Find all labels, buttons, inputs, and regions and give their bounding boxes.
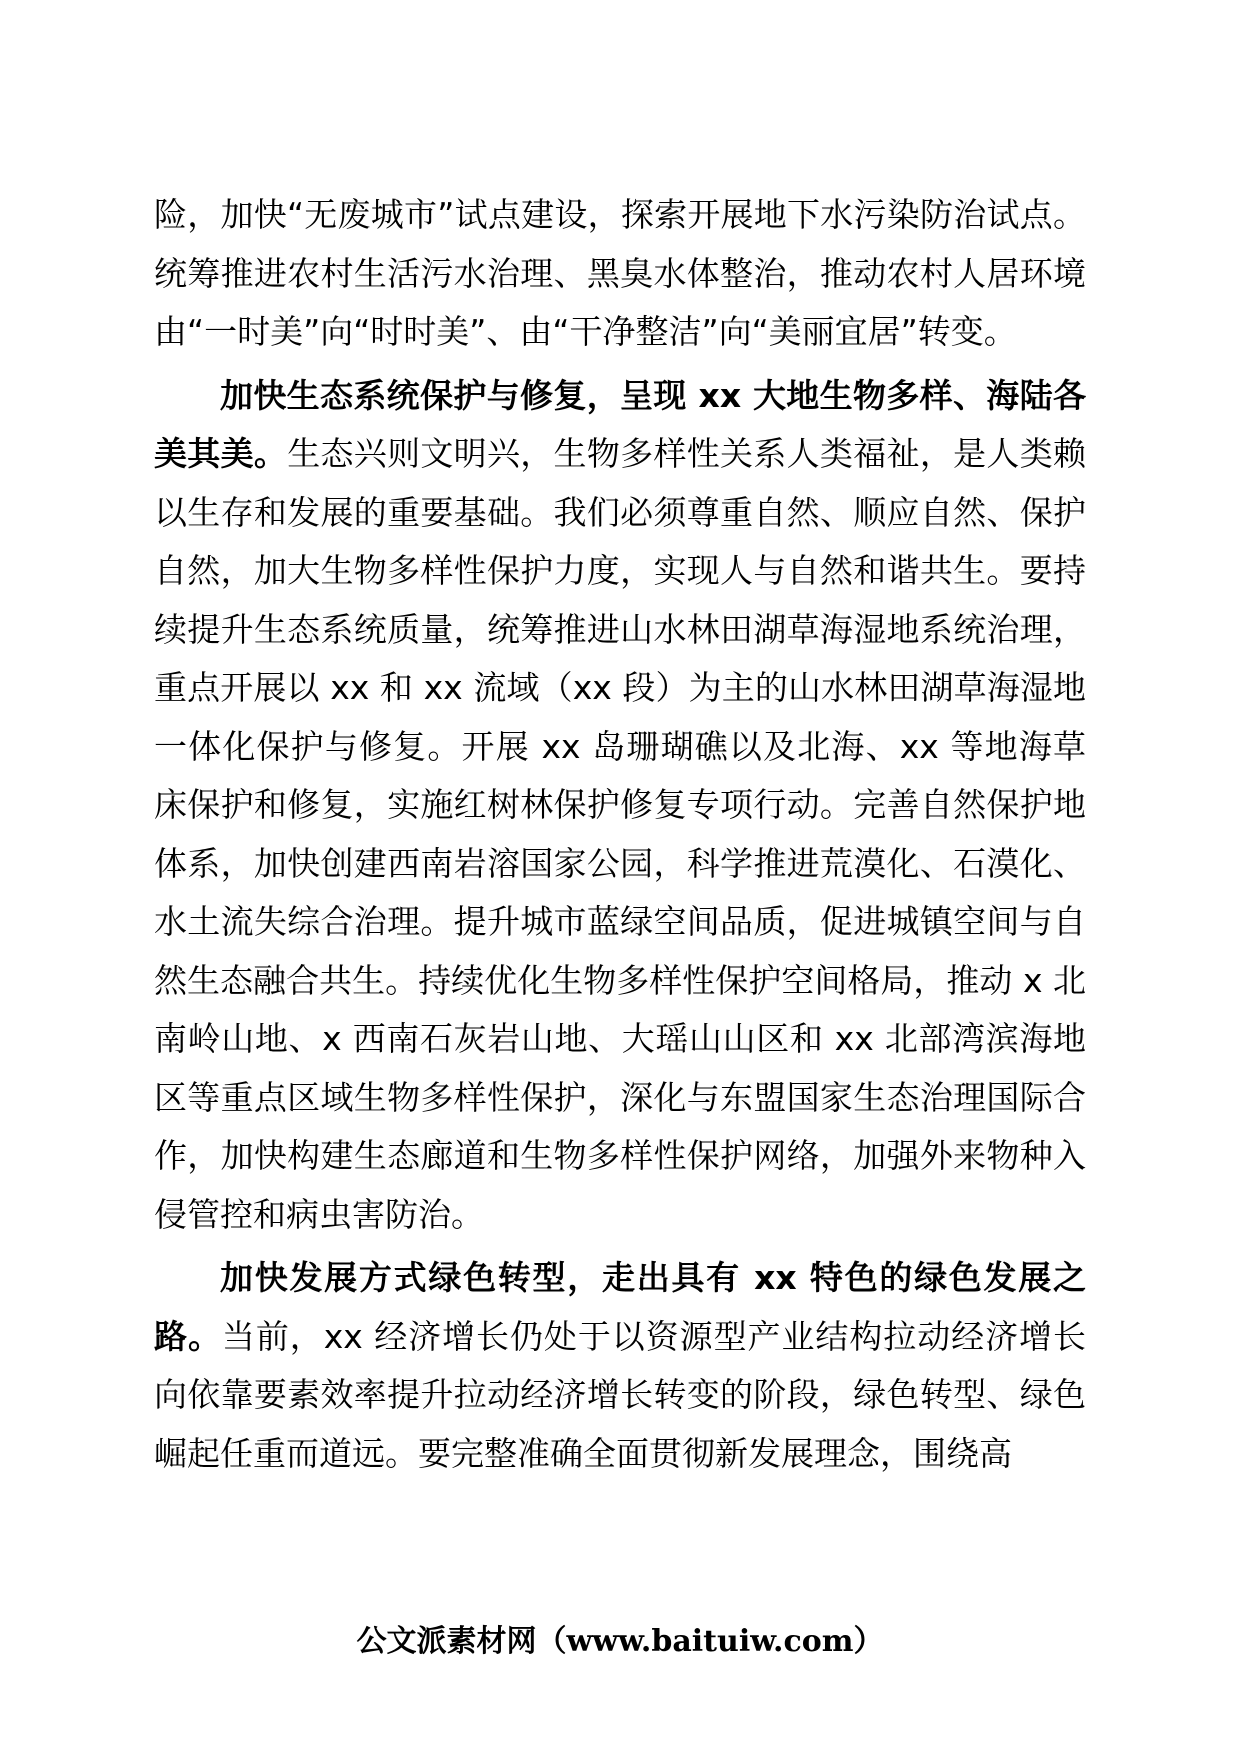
paragraph-green-transformation — [154, 1249, 1086, 1483]
paragraph-lead: 加快生态系统保护与修复，呈现 xx 大地生物多样、海陆各美其美。 — [154, 375, 1086, 473]
paragraph-text: 险，加快“无废城市”试点建设，探索开展地下水污染防治试点。统筹推进农村生活污水治理、黑臭水体整治，推动农村人居环境由“一时美”向“时时美”、由“干净整洁”向“美丽宜居”转变。 — [154, 195, 1086, 351]
page-footer: 公文派素材网（www.baituiw.com） — [356, 1624, 884, 1659]
paragraph-continuation — [154, 186, 1086, 362]
document-body — [154, 186, 1086, 1488]
paragraph-text: 生态兴则文明兴，生物多样性关系人类福祉，是人类赖以生存和发展的重要基础。我们必须尊重自然、顺应自然、保护自然，加大生物多样性保护力度，实现人与自然和谐共生。要持续提升生态系统质量，统筹推进山水林田湖草海湿地系统治理，重点开展以 xx 和 xx 流域（xx 段）为主的山水林田湖草海湿地一体化保护与修复。开展 xx 岛珊瑚礁以及北海、xx 等地海草床保护和修复，实施红树林保护修复专项行动。完善自然保护地体系，加快创建西南岩溶国家公园，科学推进荒漠化、石漠化、水土流失综合治理。提升城市蓝绿空间品质，促进城镇空间与自然生态融合共生。持续优化生物多样性保护空间格局，推动 x 北南岭山地、x 西南石灰岩山地、大瑶山山区和 xx 北部湾滨海地区等重点区域生物多样性保护，深化与东盟国家生态治理国际合作，加快构建生态廊道和生物多样性保护网络，加强外来物种入侵管控和病虫害防治。 — [154, 434, 1087, 1234]
paragraph-ecosystem-protection — [154, 367, 1086, 1245]
paragraph-lead: 加快发展方式绿色转型，走出具有 xx 特色的绿色发展之路。 — [154, 1258, 1086, 1356]
paragraph-text: 当前，xx 经济增长仍处于以资源型产业结构拉动经济增长向依靠要素效率提升拉动经济增长转变的阶段，绿色转型、绿色崛起任重而道远。要完整准确全面贯彻新发展理念，围绕高 — [154, 1316, 1086, 1473]
